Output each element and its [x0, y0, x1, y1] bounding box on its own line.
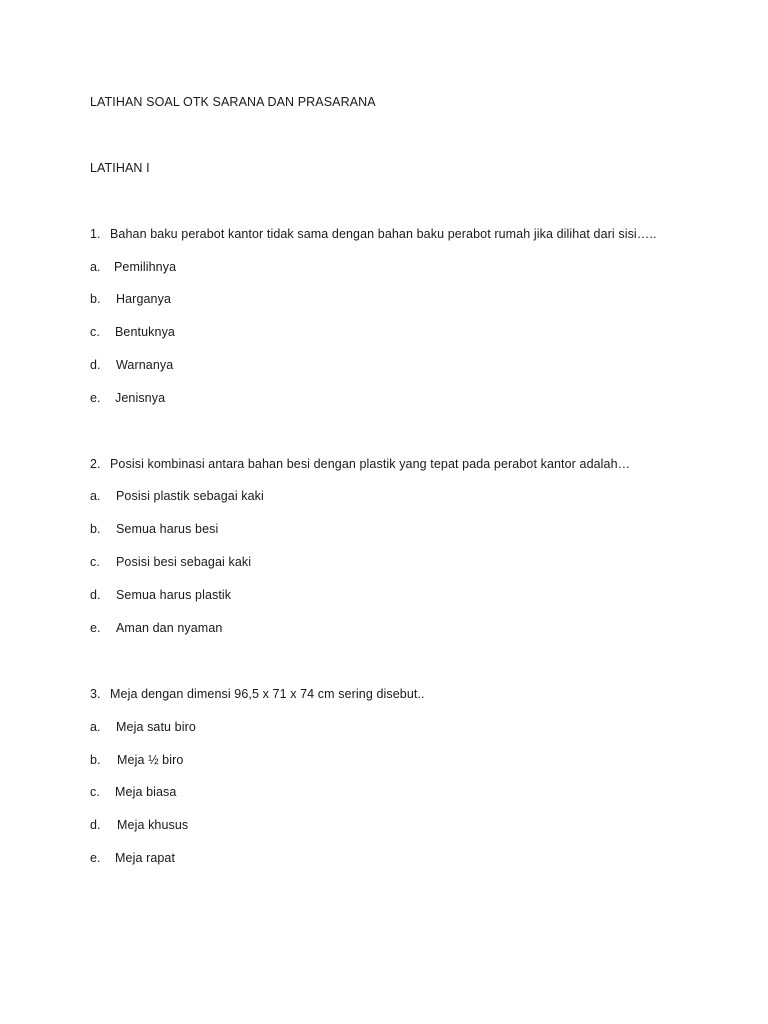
option-text: Bentuknya	[115, 325, 175, 339]
option-text: Meja biasa	[115, 785, 177, 799]
option-1d	[90, 357, 173, 373]
option-text: Pemilihnya	[114, 260, 177, 274]
option-2d	[90, 587, 231, 603]
question-2	[90, 456, 630, 472]
option-letter: d.	[90, 358, 101, 372]
option-3e	[90, 850, 175, 866]
option-letter: e.	[90, 391, 101, 405]
option-1c	[90, 324, 175, 340]
option-3c	[90, 784, 176, 800]
option-text: Harganya	[116, 292, 171, 306]
option-text: Posisi plastik sebagai kaki	[116, 489, 264, 503]
section-heading: LATIHAN I	[90, 161, 150, 175]
option-text: Meja ½ biro	[117, 753, 184, 767]
option-letter: c.	[90, 555, 100, 569]
question-text: Meja dengan dimensi 96,5 x 71 x 74 cm sering disebut..	[110, 687, 425, 701]
option-text: Meja rapat	[115, 851, 176, 865]
question-number: 1.	[90, 227, 101, 241]
question-3	[90, 686, 425, 702]
option-text: Semua harus plastik	[116, 588, 232, 602]
option-2a	[90, 488, 264, 504]
option-letter: c.	[90, 785, 100, 799]
option-2c	[90, 554, 251, 570]
option-3b	[90, 752, 183, 768]
option-text: Warnanya	[116, 358, 174, 372]
question-text: Posisi kombinasi antara bahan besi dengan plastik yang tepat pada perabot kantor adalah…	[110, 457, 631, 471]
question-text: Bahan baku perabot kantor tidak sama dengan bahan baku perabot rumah jika dilihat dari sisi…..	[110, 227, 657, 241]
option-1b	[90, 291, 171, 307]
option-3d	[90, 817, 188, 833]
option-letter: d.	[90, 818, 101, 832]
option-text: Posisi besi sebagai kaki	[116, 555, 252, 569]
question-number: 2.	[90, 457, 101, 471]
option-1a	[90, 259, 176, 275]
option-letter: d.	[90, 588, 101, 602]
option-letter: e.	[90, 851, 101, 865]
option-letter: c.	[90, 325, 100, 339]
question-number: 3.	[90, 687, 101, 701]
question-1	[90, 226, 657, 242]
option-text: Meja khusus	[117, 818, 189, 832]
option-text: Aman dan nyaman	[116, 621, 223, 635]
option-2b	[90, 521, 218, 537]
option-2e	[90, 620, 222, 636]
option-letter: a.	[90, 260, 101, 274]
option-text: Jenisnya	[115, 391, 166, 405]
document-title: LATIHAN SOAL OTK SARANA DAN PRASARANA	[90, 95, 376, 109]
option-letter: b.	[90, 522, 101, 536]
option-text: Semua harus besi	[116, 522, 219, 536]
option-letter: a.	[90, 720, 101, 734]
option-letter: e.	[90, 621, 101, 635]
option-letter: b.	[90, 292, 101, 306]
option-text: Meja satu biro	[116, 720, 196, 734]
option-1e	[90, 390, 165, 406]
option-letter: a.	[90, 489, 101, 503]
option-letter: b.	[90, 753, 101, 767]
option-3a	[90, 719, 196, 735]
